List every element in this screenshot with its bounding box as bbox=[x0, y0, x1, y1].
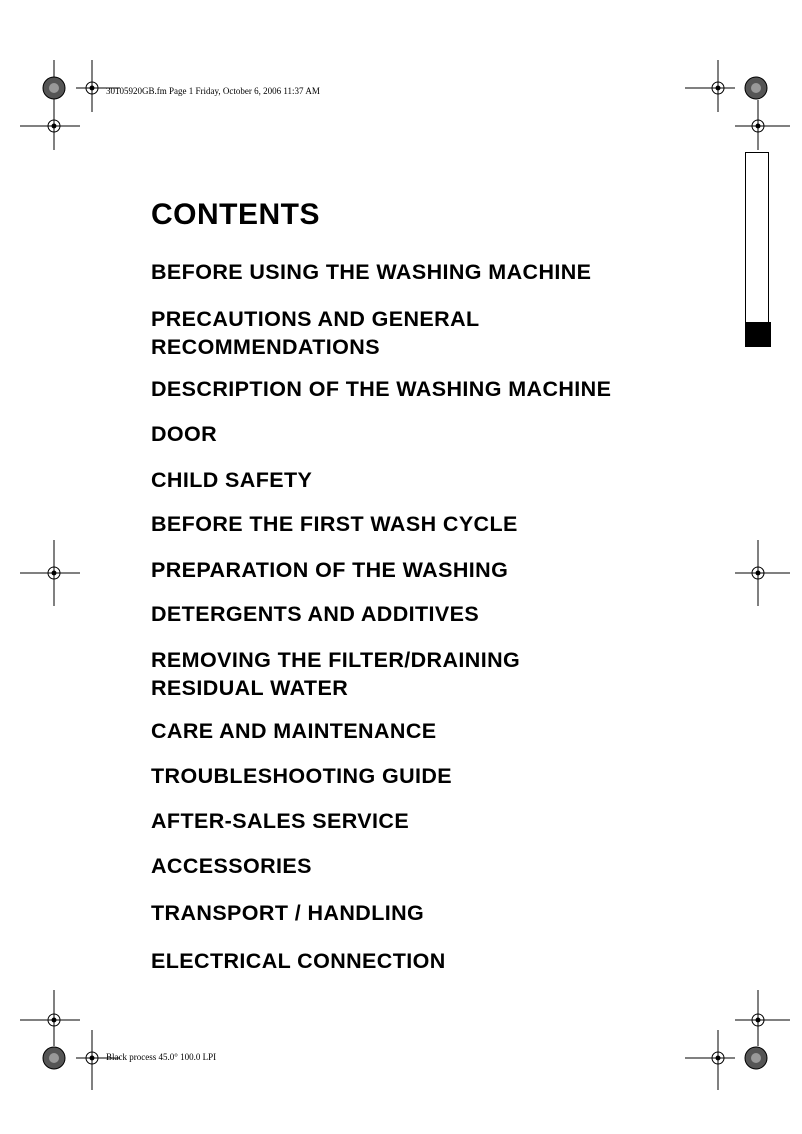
toc-line: DOOR bbox=[151, 422, 218, 446]
toc-line: PRECAUTIONS AND GENERAL bbox=[151, 307, 480, 331]
page-title: CONTENTS bbox=[151, 198, 320, 231]
toc-line: BEFORE USING THE WASHING MACHINE bbox=[151, 260, 592, 284]
toc-item-door bbox=[151, 420, 217, 448]
toc-line: PREPARATION OF THE WASHING bbox=[151, 558, 509, 582]
toc-item-troubleshooting bbox=[151, 762, 452, 790]
toc-line: DETERGENTS AND ADDITIVES bbox=[151, 602, 480, 626]
toc-item-transport bbox=[151, 899, 424, 927]
toc-line: BEFORE THE FIRST WASH CYCLE bbox=[151, 512, 518, 536]
print-footer: Black process 45.0° 100.0 LPI bbox=[106, 1052, 217, 1062]
print-header: 30105920GB.fm Page 1 Friday, October 6, 2006 11:37 AM bbox=[106, 86, 320, 96]
toc-item-electrical bbox=[151, 947, 446, 975]
toc-item-child-safety bbox=[151, 466, 312, 494]
toc-line: RECOMMENDATIONS bbox=[151, 335, 380, 359]
toc-line: REMOVING THE FILTER/DRAINING bbox=[151, 648, 521, 672]
toc-item-care bbox=[151, 717, 437, 745]
toc-line: TROUBLESHOOTING GUIDE bbox=[151, 764, 453, 788]
side-tab-marker bbox=[745, 322, 771, 347]
toc-item-preparation bbox=[151, 556, 508, 584]
toc-line: ELECTRICAL CONNECTION bbox=[151, 949, 446, 973]
toc-line: CHILD SAFETY bbox=[151, 468, 313, 492]
toc-item-filter bbox=[151, 646, 520, 702]
toc-item-first-wash bbox=[151, 510, 518, 538]
toc-line: DESCRIPTION OF THE WASHING MACHINE bbox=[151, 377, 612, 401]
toc-line: ACCESSORIES bbox=[151, 854, 312, 878]
toc-line: RESIDUAL WATER bbox=[151, 676, 349, 700]
toc-item-after-sales bbox=[151, 807, 409, 835]
toc-line: AFTER-SALES SERVICE bbox=[151, 809, 410, 833]
toc-item-detergents bbox=[151, 600, 479, 628]
toc-line: CARE AND MAINTENANCE bbox=[151, 719, 437, 743]
toc-item-precautions bbox=[151, 305, 480, 361]
toc-item-accessories bbox=[151, 852, 312, 880]
side-tab-outline bbox=[745, 152, 769, 322]
toc-item-before-using bbox=[151, 258, 591, 286]
toc-line: TRANSPORT / HANDLING bbox=[151, 901, 425, 925]
toc-item-description bbox=[151, 375, 611, 403]
